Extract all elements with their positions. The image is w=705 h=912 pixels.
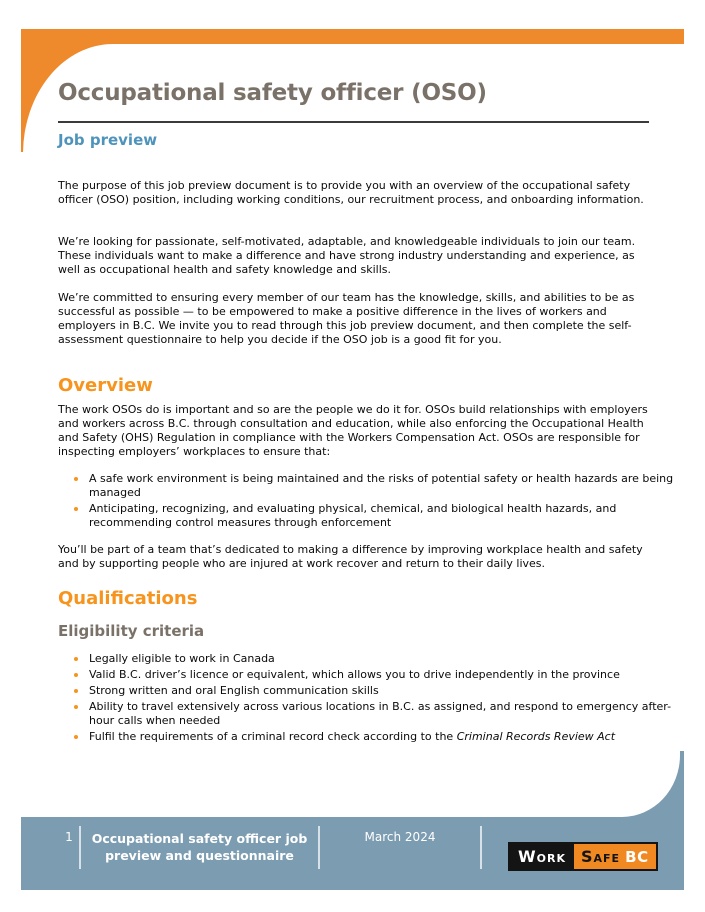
- footer-doc-title: Occupational safety officer job preview and questionnaire: [91, 831, 308, 863]
- bullet-icon: [74, 657, 78, 661]
- list-item: [89, 700, 681, 728]
- logo-bc-text: BC: [625, 848, 649, 866]
- list-item-text: Anticipating, recognizing, and evaluating physical, chemical, and biological health hazards, and recommending control measures through enforcement: [89, 502, 617, 529]
- list-item-text: Fulfil the requirements of a criminal record check according to the: [89, 730, 457, 743]
- logo-safe-text: Safe: [581, 847, 621, 866]
- list-item-text: A safe work environment is being maintained and the risks of potential safety or health hazards are being managed: [89, 472, 674, 499]
- list-item-text: Ability to travel extensively across various locations in B.C. as assigned, and respond to emergency after-hour calls when needed: [89, 700, 672, 727]
- list-item: [89, 684, 681, 698]
- logo-work-segment: Work: [510, 844, 574, 869]
- paragraph-purpose: The purpose of this job preview document is to provide you with an overview of the occupational safety officer (OSO) position, including working conditions, our recruitment process, and onboarding information.: [58, 179, 644, 206]
- eligibility-heading: Eligibility criteria: [58, 622, 205, 640]
- overview-heading: Overview: [58, 375, 153, 396]
- document-title: Occupational safety officer (OSO): [58, 80, 487, 106]
- bullet-icon: [74, 735, 78, 739]
- bullet-icon: [74, 477, 78, 481]
- logo-safe-segment: [574, 844, 656, 869]
- list-item-text: Legally eligible to work in Canada: [89, 652, 275, 665]
- list-item: [89, 730, 681, 744]
- footer-date: March 2024: [364, 830, 436, 844]
- list-item: [89, 502, 681, 530]
- paragraph-committed: We’re committed to ensuring every member of our team has the knowledge, skills, and abilities to be as successful as possible — to be empowered to make a positive difference in the lives of workers and employers in B.C. We invite you to read through this job preview document, and then complete the self-assessment questionnaire to help you decide if the OSO job is a good fit for you.: [58, 291, 635, 346]
- list-item-text: Strong written and oral English communication skills: [89, 684, 379, 697]
- bullet-icon: [74, 507, 78, 511]
- qualifications-heading: Qualifications: [58, 588, 198, 609]
- list-item: [89, 668, 681, 682]
- paragraph-looking-for: We’re looking for passionate, self-motivated, adaptable, and knowledgeable individuals to join our team. These individuals want to make a difference and have strong industry understanding and experience, as well as occupational health and safety knowledge and skills.: [58, 235, 636, 276]
- worksafebc-logo: [508, 842, 658, 871]
- list-item-text: Valid B.C. driver’s licence or equivalent, which allows you to drive independently in the province: [89, 668, 620, 681]
- footer-divider: [480, 826, 482, 869]
- bullet-icon: [74, 689, 78, 693]
- list-item-italic-text: Criminal Records Review Act: [456, 730, 616, 743]
- eligibility-bullet-list: [58, 652, 681, 746]
- footer-content: [21, 817, 684, 890]
- title-rule: [58, 121, 649, 123]
- overview-intro: The work OSOs do is important and so are the people we do it for. OSOs build relationships with employers and workers across B.C. through consultation and education, while also enforcing the Occupational Health and Safety (OHS) Regulation in compliance with the Workers Compensation Act. OSOs are responsible for inspecting employers’ workplaces to ensure that:: [58, 403, 648, 458]
- job-preview-heading: Job preview: [58, 131, 158, 149]
- bullet-icon: [74, 673, 78, 677]
- bullet-icon: [74, 705, 78, 709]
- list-item: [89, 652, 681, 666]
- page-number: 1: [65, 830, 73, 844]
- footer-band: [21, 751, 684, 890]
- footer-curve: [21, 751, 680, 817]
- list-item: [89, 472, 681, 500]
- overview-bullet-list: [58, 472, 681, 532]
- overview-closing: You’ll be part of a team that’s dedicated to making a difference by improving workplace health and safety and by supporting people who are injured at work recover and return to their daily lives.: [58, 543, 643, 570]
